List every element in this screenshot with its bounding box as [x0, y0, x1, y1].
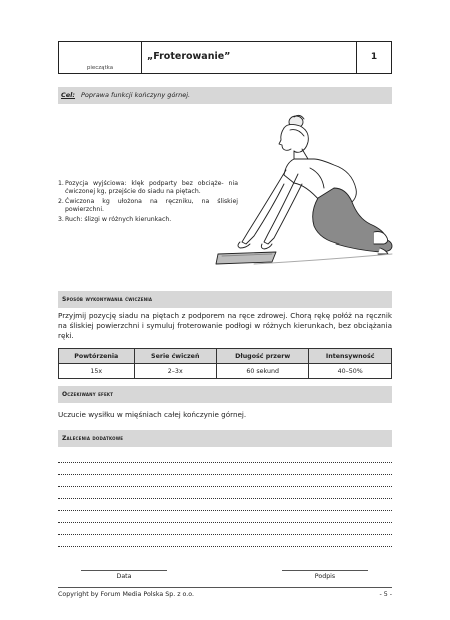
writing-line[interactable]: [58, 474, 392, 475]
card-number: 1: [370, 52, 378, 62]
effect-text: Uczucie wysiłku w mięśniach całej kończynie górnej.: [58, 410, 247, 419]
goal-label: Cel:: [61, 91, 76, 99]
table-row: [59, 364, 392, 379]
writing-line[interactable]: [58, 522, 392, 523]
header-table: [58, 41, 392, 74]
stamp-cell: [59, 42, 142, 73]
signature-line[interactable]: [282, 570, 368, 571]
signature-label: Podpis: [314, 573, 336, 580]
effect-heading: Oczekiwany efekt: [62, 391, 114, 398]
writing-line[interactable]: [58, 546, 392, 547]
method-heading: Sposób wykonywania ćwiczenia: [62, 296, 153, 303]
page-number: - 5 -: [379, 591, 392, 598]
writing-line[interactable]: [58, 462, 392, 463]
value-series: 2–3x: [134, 364, 216, 379]
exercise-params-table: [58, 348, 392, 379]
goal-text: Poprawa funkcji kończyny górnej.: [81, 91, 191, 99]
writing-line[interactable]: [58, 486, 392, 487]
card-number-cell: [356, 42, 391, 73]
table-header-row: [59, 349, 392, 364]
header-intensity: Intensywność: [309, 349, 392, 364]
value-repetitions: 15x: [59, 364, 135, 379]
exercise-title: „Froterowanie”: [147, 51, 231, 62]
header-break: Długość przerw: [216, 349, 309, 364]
step-item: 1. Pozycja wyjściowa: klęk podparty bez obciąże- nia ćwiczonej kg, przejście do siadu na piętach.: [58, 180, 238, 195]
step-item: 3. Ruch: ślizgi w różnych kierunkach.: [58, 216, 172, 223]
date-label: Data: [116, 573, 132, 580]
steps-list: [58, 180, 238, 226]
method-text: Przyjmij pozycję siadu na piętach z podporem na ręce zdrowej. Chorą rękę połóż na ręcznik na śliskiej powierzchni i symuluj froterowanie podłogi w różnych kierunkach, bez obciążania ręki.: [58, 311, 392, 340]
writing-line[interactable]: [58, 510, 392, 511]
kneeling-woman-exercise-illustration: [214, 108, 394, 280]
header-series: Serie ćwiczeń: [134, 349, 216, 364]
value-break: 60 sekund: [216, 364, 309, 379]
method-heading-band: [58, 291, 392, 308]
header-repetitions: Powtórzenia: [59, 349, 135, 364]
effect-heading-band: [58, 386, 392, 403]
copyright-text: Copyright by Forum Media Polska Sp. z o.o.: [58, 591, 195, 598]
footer-divider: [58, 587, 392, 588]
recommendations-heading: Zalecenia dodatkowe: [62, 435, 124, 442]
stamp-label: pieczątka: [86, 65, 114, 71]
recommendations-heading-band: [58, 430, 392, 447]
date-signature-line[interactable]: [81, 570, 167, 571]
step-item: 2. Ćwiczona kg ułożona na ręczniku, na śliskiej powierzchni.: [58, 198, 238, 213]
writing-line[interactable]: [58, 498, 392, 499]
goal-band: [58, 87, 392, 104]
writing-line[interactable]: [58, 534, 392, 535]
value-intensity: 40–50%: [309, 364, 392, 379]
